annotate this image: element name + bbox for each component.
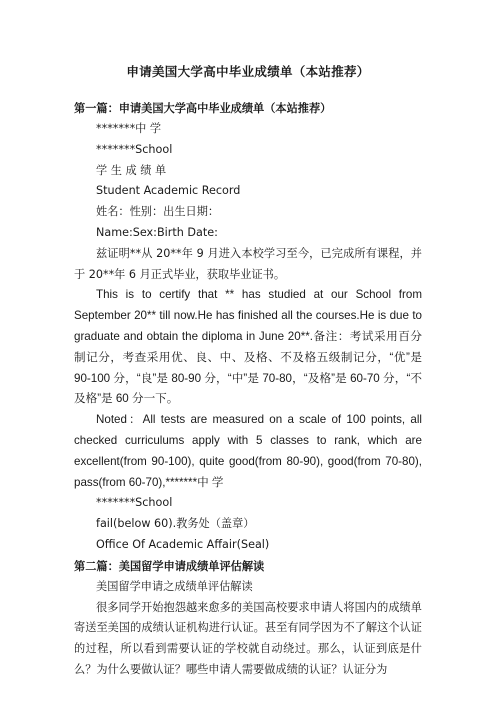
school-name-cn: *******中 学	[96, 122, 162, 135]
closing-school-name: *******School	[96, 496, 173, 510]
student-info-en: Name:Sex:Birth Date:	[96, 225, 218, 239]
section-2-intro-paragraph: 很多同学开始抱怨越来愈多的美国高校要求申请人将国内的成绩单寄送至美国的成绩认证机构进行认证。甚至有同学因为不了解这个认证的过程，所以看到需要认证的学校就自动绕过。那么，认证到底是什么？为什么要做认证？哪些申请人需要做成绩的认证？认证分为	[74, 600, 422, 676]
student-info-cn: 姓名：性别：出生日期：	[96, 205, 220, 219]
closing-fail-seal: fail(below 60).教务处（盖章）	[96, 517, 255, 531]
section-2	[74, 556, 422, 681]
grading-note-paragraph-en: Noted：All tests are measured on a scale of 100 points, all checked curriculums apply with 5 classes to rank, which are excellent(from 90-100), quite good(from 80-90), good(from 70-80), pass(from 60-70),*******中 学	[74, 413, 422, 489]
section-2-heading: 第二篇：美国留学申请成绩单评估解读	[74, 559, 265, 573]
record-title-en: Student Academic Record	[96, 184, 241, 198]
certification-paragraph-en: This is to certify that ** has studied at our School from September 20** till now.He has finished all the courses.He is due to graduate and obtain the diploma in June 20**.备注：考试采用百分制记分，考查采用优、良、中、及格、不及格五级制记分，“优”是 90-100 分，“良”是 80-90 分，“中”是 70-80，“及格”是 60-70 分，“不及格”是 60 分一下。	[74, 288, 422, 406]
school-name-en: *******School	[96, 142, 173, 156]
record-title-cn: 学 生 成 绩 单	[96, 163, 167, 177]
section-1-heading: 第一篇：申请美国大学高中毕业成绩单（本站推荐）	[74, 102, 332, 115]
section-2-subtitle: 美国留学申请之成绩单评估解读	[96, 579, 253, 593]
certification-paragraph-cn: 兹证明**从 20**年 9 月进入本校学习至今，已完成所有课程，并于 20**年 6 月正式毕业，获取毕业证书。	[74, 246, 422, 281]
document-title: 申请美国大学高中毕业成绩单（本站推荐）	[126, 64, 370, 79]
section-1	[74, 98, 422, 556]
closing-office-seal: Office Of Academic Affair(Seal)	[96, 537, 270, 551]
